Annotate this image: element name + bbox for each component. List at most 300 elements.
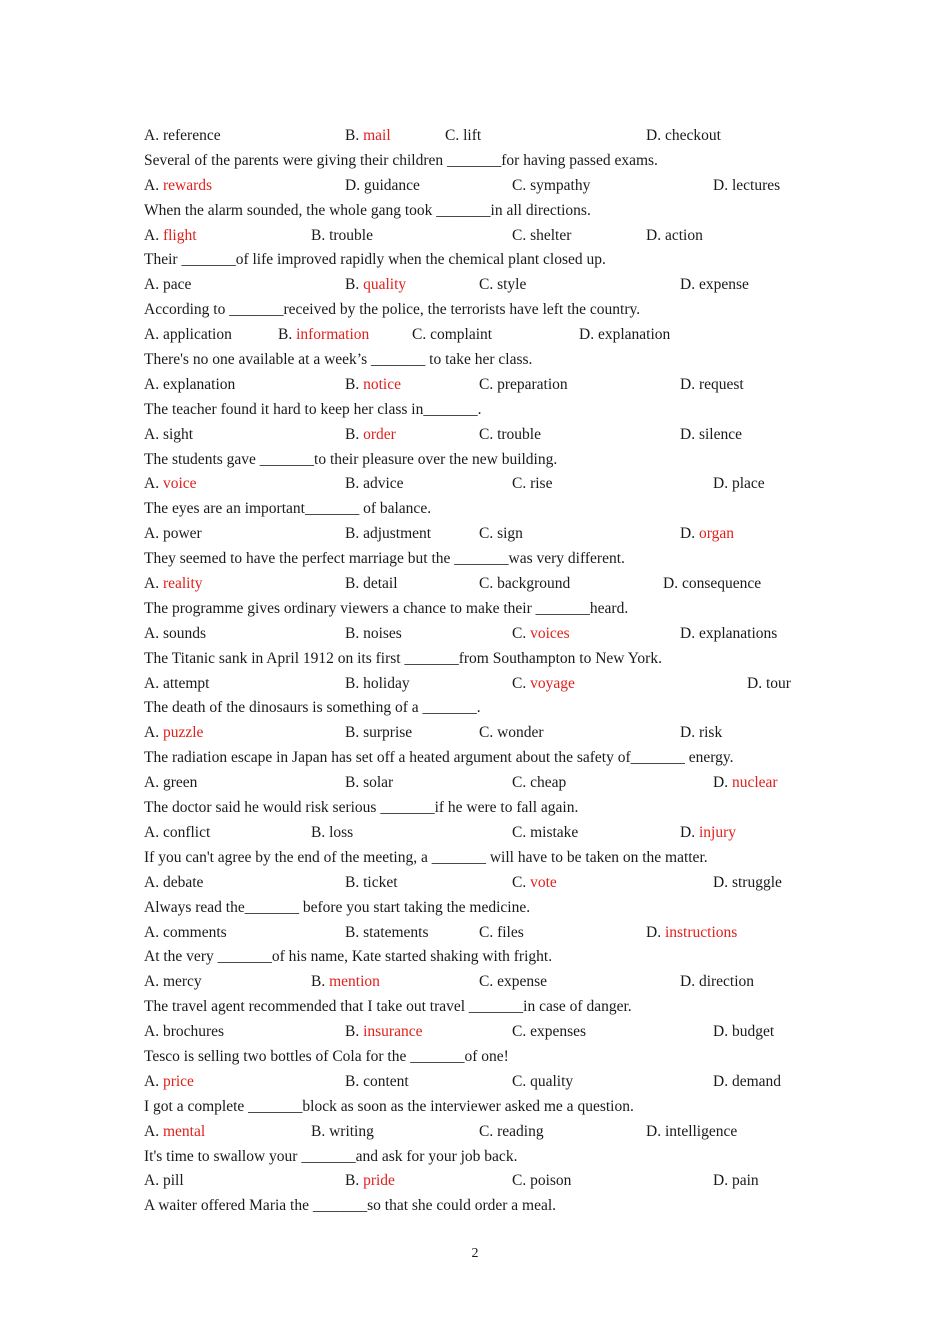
- option-letter: B.: [345, 1023, 360, 1041]
- option-letter: A.: [144, 1023, 160, 1041]
- option-d: [646, 124, 721, 149]
- option-word: loss: [329, 823, 354, 841]
- option-c: [479, 1120, 544, 1145]
- option-d: [680, 821, 736, 846]
- option-word: trouble: [497, 425, 541, 443]
- option-d: [747, 672, 791, 697]
- option-c: [512, 871, 557, 896]
- option-letter: A.: [144, 1072, 160, 1090]
- answer-word: information: [296, 326, 370, 344]
- option-letter: C.: [512, 774, 527, 792]
- option-word: advice: [363, 475, 404, 493]
- option-word: sight: [162, 425, 194, 443]
- option-a: [144, 373, 235, 398]
- option-letter: D.: [680, 724, 696, 742]
- option-c: [512, 672, 575, 697]
- option-word: intelligence: [664, 1122, 738, 1140]
- option-b: [278, 323, 369, 348]
- option-d: [680, 522, 734, 547]
- option-letter: C.: [512, 1072, 527, 1090]
- option-letter: D.: [680, 973, 696, 991]
- option-b: [345, 472, 404, 497]
- option-word: pain: [731, 1172, 759, 1190]
- option-letter: D.: [713, 176, 729, 194]
- option-letter: C.: [479, 1122, 494, 1140]
- option-d: [680, 373, 744, 398]
- worksheet: [144, 124, 824, 1219]
- question-text: There's no one available at a week’s _______ to take her class.: [144, 351, 533, 369]
- option-b: [345, 1070, 409, 1095]
- option-c: [512, 1169, 571, 1194]
- option-a: [144, 771, 197, 796]
- answer-word: nuclear: [731, 774, 778, 792]
- question-text: The death of the dinosaurs is something of a _______.: [144, 699, 481, 717]
- option-c: [479, 921, 524, 946]
- option-letter: A.: [144, 525, 160, 543]
- option-b: [345, 522, 431, 547]
- answer-word: voices: [530, 624, 570, 642]
- option-word: noises: [363, 624, 402, 642]
- option-letter: B.: [345, 774, 360, 792]
- option-letter: C.: [479, 575, 494, 593]
- option-word: solar: [363, 774, 394, 792]
- option-letter: C.: [479, 375, 494, 393]
- option-a: [144, 672, 209, 697]
- option-word: sounds: [162, 624, 207, 642]
- option-b: [311, 821, 353, 846]
- option-word: content: [363, 1072, 409, 1090]
- option-a: [144, 921, 227, 946]
- options-row: [144, 373, 824, 398]
- option-d: [713, 472, 765, 497]
- option-letter: B.: [311, 973, 326, 991]
- option-letter: B.: [345, 276, 360, 294]
- option-d: [713, 1020, 774, 1045]
- option-letter: D.: [646, 1122, 662, 1140]
- option-word: poison: [530, 1172, 572, 1190]
- option-letter: A.: [144, 674, 160, 692]
- option-word: adjustment: [363, 525, 432, 543]
- question-text: Their _______of life improved rapidly when the chemical plant closed up.: [144, 251, 606, 269]
- answer-word: mention: [329, 973, 380, 991]
- option-word: explanation: [597, 326, 671, 344]
- option-letter: D.: [646, 226, 662, 244]
- option-c: [445, 124, 481, 149]
- option-letter: B.: [345, 1172, 360, 1190]
- option-d: [680, 721, 722, 746]
- answer-word: reality: [162, 575, 203, 593]
- option-letter: D.: [713, 774, 729, 792]
- option-letter: A.: [144, 624, 160, 642]
- option-word: quality: [530, 1072, 574, 1090]
- option-word: risk: [698, 724, 723, 742]
- answer-word: organ: [698, 525, 734, 543]
- option-c: [512, 224, 571, 249]
- option-letter: B.: [345, 873, 360, 891]
- option-letter: C.: [479, 525, 494, 543]
- option-b: [345, 273, 406, 298]
- option-word: lift: [463, 127, 482, 144]
- option-c: [512, 1070, 573, 1095]
- option-letter: D.: [646, 127, 662, 144]
- option-word: ticket: [363, 873, 398, 891]
- option-word: pace: [162, 276, 192, 294]
- answer-word: price: [162, 1072, 194, 1090]
- option-word: direction: [698, 973, 755, 991]
- option-word: wonder: [497, 724, 544, 742]
- option-a: [144, 124, 221, 149]
- answer-word: puzzle: [162, 724, 204, 742]
- option-letter: A.: [144, 873, 160, 891]
- option-letter: B.: [345, 923, 360, 941]
- options-row: [144, 224, 824, 249]
- option-letter: A.: [144, 823, 160, 841]
- option-word: reference: [162, 127, 221, 144]
- option-d: [713, 1070, 781, 1095]
- option-word: lectures: [731, 176, 781, 194]
- option-letter: A.: [144, 923, 160, 941]
- question-text: Tesco is selling two bottles of Cola for the _______of one!: [144, 1047, 509, 1065]
- option-letter: D.: [713, 873, 729, 891]
- option-word: mercy: [162, 973, 202, 991]
- option-word: cheap: [530, 774, 567, 792]
- option-word: complaint: [430, 326, 493, 344]
- option-word: statements: [363, 923, 429, 941]
- option-word: expenses: [530, 1023, 587, 1041]
- option-word: consequence: [681, 575, 762, 593]
- option-a: [144, 472, 197, 497]
- option-a: [144, 1070, 194, 1095]
- option-b: [345, 921, 429, 946]
- option-letter: D.: [663, 575, 679, 593]
- option-d: [713, 1169, 759, 1194]
- option-letter: B.: [311, 226, 326, 244]
- option-word: detail: [363, 575, 398, 593]
- option-word: tour: [765, 674, 791, 692]
- options-row: [144, 871, 824, 896]
- option-a: [144, 970, 202, 995]
- option-letter: A.: [144, 575, 160, 593]
- option-word: attempt: [162, 674, 210, 692]
- option-letter: C.: [445, 127, 460, 144]
- question-text: Several of the parents were giving their children _______for having passed exams.: [144, 151, 658, 169]
- option-letter: C.: [479, 923, 494, 941]
- option-a: [144, 522, 202, 547]
- options-row: [144, 273, 824, 298]
- option-word: pill: [162, 1172, 184, 1190]
- option-letter: A.: [144, 724, 160, 742]
- option-letter: D.: [713, 475, 729, 493]
- option-d: [680, 273, 749, 298]
- option-b: [311, 1120, 374, 1145]
- option-word: application: [162, 326, 232, 344]
- option-word: demand: [731, 1072, 782, 1090]
- option-d: [680, 970, 754, 995]
- options-row: [144, 970, 824, 995]
- option-b: [345, 1020, 422, 1045]
- option-letter: C.: [512, 823, 527, 841]
- answer-word: order: [363, 425, 396, 443]
- question-text: The students gave _______to their pleasure over the new building.: [144, 450, 558, 468]
- option-d: [680, 622, 777, 647]
- option-letter: D.: [747, 674, 763, 692]
- option-c: [479, 273, 526, 298]
- option-c: [512, 821, 578, 846]
- option-c: [479, 970, 547, 995]
- option-letter: B.: [345, 425, 360, 443]
- option-c: [512, 1020, 586, 1045]
- option-letter: D.: [345, 176, 361, 194]
- option-letter: C.: [479, 425, 494, 443]
- option-d: [646, 1120, 737, 1145]
- option-word: trouble: [329, 226, 373, 244]
- option-b: [345, 721, 412, 746]
- option-letter: B.: [345, 127, 360, 144]
- question-text: The radiation escape in Japan has set off a heated argument about the safety of_______ energy.: [144, 749, 734, 767]
- question-text: According to _______received by the police, the terrorists have left the country.: [144, 301, 641, 319]
- options-row: [144, 771, 824, 796]
- question-text: It's time to swallow your _______and ask for your job back.: [144, 1147, 518, 1165]
- option-letter: C.: [512, 1023, 527, 1041]
- option-letter: A.: [144, 375, 160, 393]
- question-text: Always read the_______ before you start taking the medicine.: [144, 898, 531, 916]
- options-row: [144, 522, 824, 547]
- option-word: background: [497, 575, 571, 593]
- option-letter: A.: [144, 276, 160, 294]
- answer-word: injury: [698, 823, 736, 841]
- options-row: [144, 323, 824, 348]
- answer-word: vote: [530, 873, 557, 891]
- option-c: [512, 771, 566, 796]
- option-word: comments: [162, 923, 227, 941]
- options-row: [144, 921, 824, 946]
- options-row: [144, 423, 824, 448]
- option-d: [713, 771, 778, 796]
- option-b: [345, 373, 401, 398]
- options-row: [144, 174, 824, 199]
- question-text: The travel agent recommended that I take out travel _______in case of danger.: [144, 998, 632, 1016]
- option-c: [479, 721, 544, 746]
- options-row: [144, 1070, 824, 1095]
- option-d: [646, 224, 703, 249]
- option-letter: C.: [479, 724, 494, 742]
- option-d: [680, 423, 742, 448]
- question-text: I got a complete _______block as soon as the interviewer asked me a question.: [144, 1097, 634, 1115]
- option-b: [345, 124, 391, 149]
- answer-word: instructions: [664, 923, 738, 941]
- option-letter: C.: [412, 326, 427, 344]
- option-letter: D.: [680, 823, 696, 841]
- option-b: [345, 1169, 395, 1194]
- option-c: [479, 522, 523, 547]
- option-letter: B.: [278, 326, 293, 344]
- option-b: [345, 771, 393, 796]
- option-a: [144, 1120, 205, 1145]
- option-letter: D.: [680, 425, 696, 443]
- option-letter: C.: [512, 226, 527, 244]
- options-row: [144, 672, 824, 697]
- option-word: conflict: [162, 823, 211, 841]
- option-c: [479, 572, 570, 597]
- option-word: sympathy: [530, 176, 591, 194]
- option-d: [713, 871, 782, 896]
- question-text: The doctor said he would risk serious _______if he were to fall again.: [144, 799, 579, 817]
- option-letter: B.: [345, 375, 360, 393]
- option-letter: B.: [345, 575, 360, 593]
- option-word: files: [497, 923, 524, 941]
- question-text: They seemed to have the perfect marriage but the _______was very different.: [144, 550, 625, 568]
- option-d: [646, 921, 737, 946]
- option-letter: B.: [311, 1122, 326, 1140]
- option-letter: A.: [144, 1122, 160, 1140]
- option-c: [512, 472, 552, 497]
- option-a: [144, 423, 193, 448]
- options-row: [144, 821, 824, 846]
- answer-word: mail: [363, 127, 391, 144]
- option-letter: D.: [680, 525, 696, 543]
- question-text: A waiter offered Maria the _______so that she could order a meal.: [144, 1197, 557, 1215]
- option-letter: C.: [479, 276, 494, 294]
- options-row: [144, 1120, 824, 1145]
- option-word: place: [731, 475, 765, 493]
- answer-word: voyage: [530, 674, 575, 692]
- option-a: [144, 174, 212, 199]
- option-word: preparation: [497, 375, 568, 393]
- option-word: expense: [497, 973, 548, 991]
- option-word: checkout: [664, 127, 721, 144]
- option-b: [345, 572, 398, 597]
- option-c: [479, 373, 568, 398]
- option-a: [144, 721, 203, 746]
- option-word: explanation: [162, 375, 236, 393]
- option-a: [144, 273, 191, 298]
- option-word: brochures: [162, 1023, 225, 1041]
- option-a: [144, 1169, 184, 1194]
- options-row: [144, 721, 824, 746]
- option-c: [479, 423, 541, 448]
- option-c: [512, 174, 590, 199]
- option-b: [345, 423, 396, 448]
- option-a: [144, 224, 197, 249]
- option-word: holiday: [363, 674, 410, 692]
- option-a: [144, 622, 206, 647]
- option-word: style: [497, 276, 527, 294]
- option-b: [311, 970, 380, 995]
- option-word: sign: [497, 525, 523, 543]
- option-word: power: [162, 525, 202, 543]
- option-letter: D.: [579, 326, 595, 344]
- option-a: [144, 1020, 224, 1045]
- option-word: action: [664, 226, 703, 244]
- option-word: mistake: [530, 823, 579, 841]
- option-b: [345, 871, 398, 896]
- option-letter: C.: [512, 176, 527, 194]
- option-word: rise: [530, 475, 553, 493]
- option-letter: A.: [144, 774, 160, 792]
- option-word: struggle: [731, 873, 782, 891]
- options-row: [144, 472, 824, 497]
- option-letter: A.: [144, 973, 160, 991]
- option-letter: B.: [345, 475, 360, 493]
- option-b: [345, 672, 410, 697]
- option-letter: D.: [680, 276, 696, 294]
- option-letter: D.: [713, 1072, 729, 1090]
- answer-word: quality: [363, 276, 407, 294]
- option-word: debate: [162, 873, 204, 891]
- answer-word: mental: [162, 1122, 206, 1140]
- option-letter: A.: [144, 425, 160, 443]
- question-text: The programme gives ordinary viewers a chance to make their _______heard.: [144, 599, 629, 617]
- question-text: If you can't agree by the end of the meeting, a _______ will have to be taken on the matter.: [144, 848, 708, 866]
- option-word: surprise: [363, 724, 413, 742]
- answer-word: rewards: [162, 176, 213, 194]
- option-b: [345, 174, 420, 199]
- options-row: [144, 1020, 824, 1045]
- question-text: The eyes are an important_______ of balance.: [144, 500, 432, 518]
- page-number: 2: [471, 1246, 479, 1261]
- option-letter: D.: [680, 375, 696, 393]
- option-a: [144, 323, 232, 348]
- option-letter: B.: [345, 724, 360, 742]
- options-row: [144, 622, 824, 647]
- option-letter: A.: [144, 127, 160, 144]
- option-word: shelter: [530, 226, 572, 244]
- option-letter: A.: [144, 1172, 160, 1190]
- option-a: [144, 871, 203, 896]
- option-b: [311, 224, 373, 249]
- option-d: [579, 323, 670, 348]
- question-text: The teacher found it hard to keep her class in_______.: [144, 400, 482, 418]
- option-word: writing: [329, 1122, 374, 1140]
- answer-word: voice: [162, 475, 197, 493]
- option-letter: D.: [646, 923, 662, 941]
- question-text: At the very _______of his name, Kate started shaking with fright.: [144, 948, 553, 966]
- option-letter: C.: [512, 475, 527, 493]
- option-word: green: [162, 774, 198, 792]
- option-letter: B.: [345, 624, 360, 642]
- option-word: reading: [497, 1122, 544, 1140]
- option-d: [663, 572, 761, 597]
- option-letter: D.: [680, 624, 696, 642]
- answer-word: notice: [363, 375, 401, 393]
- option-letter: B.: [345, 525, 360, 543]
- option-letter: B.: [345, 1072, 360, 1090]
- option-letter: B.: [345, 674, 360, 692]
- option-letter: B.: [311, 823, 326, 841]
- option-letter: A.: [144, 176, 160, 194]
- answer-word: flight: [162, 226, 197, 244]
- question-text: The Titanic sank in April 1912 on its first _______from Southampton to New York.: [144, 649, 662, 667]
- option-letter: C.: [512, 1172, 527, 1190]
- answer-word: insurance: [363, 1023, 423, 1041]
- option-word: budget: [731, 1023, 775, 1041]
- question-text: When the alarm sounded, the whole gang took _______in all directions.: [144, 201, 591, 219]
- options-row: [144, 572, 824, 597]
- option-letter: D.: [713, 1172, 729, 1190]
- option-word: explanations: [698, 624, 778, 642]
- option-d: [713, 174, 780, 199]
- options-row: [144, 1169, 824, 1194]
- option-word: guidance: [363, 176, 420, 194]
- answer-word: pride: [363, 1172, 395, 1190]
- option-letter: C.: [512, 674, 527, 692]
- option-word: expense: [698, 276, 749, 294]
- option-letter: D.: [713, 1023, 729, 1041]
- option-letter: A.: [144, 226, 160, 244]
- option-a: [144, 821, 210, 846]
- option-b: [345, 622, 402, 647]
- option-word: silence: [698, 425, 742, 443]
